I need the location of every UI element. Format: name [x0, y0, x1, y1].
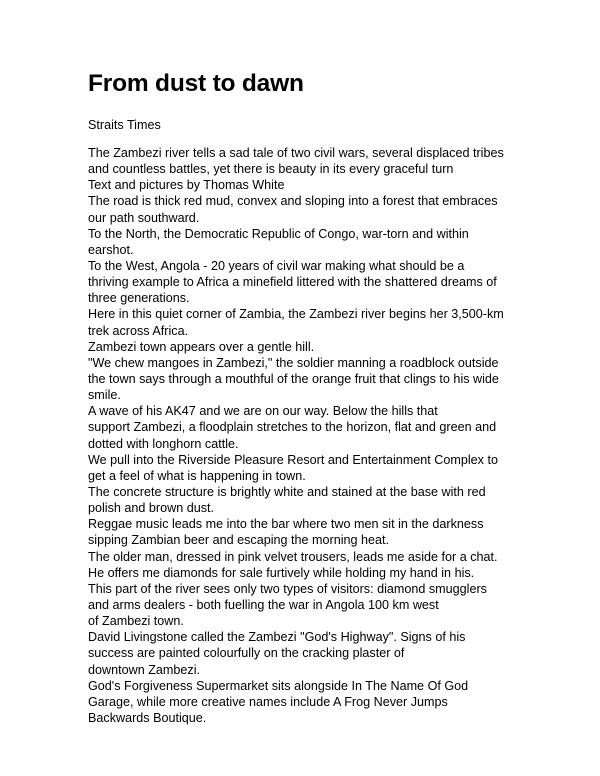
body-text-line: success are painted colourfully on the cracking plaster of [88, 646, 405, 661]
body-text-line: Zambezi town appears over a gentle hill. [88, 339, 315, 354]
body-text-line: smile. [88, 388, 121, 403]
body-text-line: sipping Zambian beer and escaping the morning heat. [88, 533, 390, 548]
body-text-line: the town says through a mouthful of the orange fruit that clings to his wide [88, 371, 499, 386]
body-text-line: A wave of his AK47 and we are on our way. Below the hills that [88, 404, 438, 419]
body-text-line: and arms dealers - both fuelling the war in Angola 100 km west [88, 597, 439, 612]
article-source: Straits Times [88, 118, 161, 132]
body-text-line: Backwards Boutique. [88, 710, 207, 725]
article-title: From dust to dawn [88, 70, 304, 97]
body-text-line: The concrete structure is brightly white and stained at the base with red [88, 484, 486, 499]
body-text-line: We pull into the Riverside Pleasure Resort and Entertainment Complex to [88, 452, 498, 467]
body-text-line: and countless battles, yet there is beauty in its every graceful turn [88, 162, 454, 177]
body-text-line: This part of the river sees only two types of visitors: diamond smugglers [88, 581, 487, 596]
body-text-line: He offers me diamonds for sale furtively while holding my hand in his. [88, 565, 475, 580]
body-text-line: trek across Africa. [88, 323, 189, 338]
body-text-line: God's Forgiveness Supermarket sits alongside In The Name Of God [88, 678, 469, 693]
body-text-line: To the North, the Democratic Republic of Congo, war-torn and within [88, 226, 469, 241]
article-body [88, 145, 518, 726]
body-text-line: get a feel of what is happening in town. [88, 468, 306, 483]
body-text-line: three generations. [88, 291, 190, 306]
body-text-line: "We chew mangoes in Zambezi," the soldier manning a roadblock outside [88, 355, 499, 370]
body-text-line: our path southward. [88, 210, 200, 225]
body-text-line: Reggae music leads me into the bar where two men sit in the darkness [88, 517, 484, 532]
body-text-line: dotted with longhorn cattle. [88, 436, 239, 451]
body-text-line: Here in this quiet corner of Zambia, the Zambezi river begins her 3,500-km [88, 307, 504, 322]
body-text-line: polish and brown dust. [88, 501, 215, 516]
body-text-line: support Zambezi, a floodplain stretches to the horizon, flat and green and [88, 420, 497, 435]
body-text-line: Garage, while more creative names include A Frog Never Jumps [88, 694, 448, 709]
body-text-line: David Livingstone called the Zambezi "God's Highway". Signs of his [88, 630, 466, 645]
body-text-line: downtown Zambezi. [88, 662, 200, 677]
body-text-line: Text and pictures by Thomas White [88, 178, 285, 193]
body-text-line: To the West, Angola - 20 years of civil war making what should be a [88, 258, 465, 273]
body-text-line: of Zambezi town. [88, 614, 184, 629]
body-text-line: thriving example to Africa a minefield littered with the shattered dreams of [88, 275, 497, 290]
body-text-line: The Zambezi river tells a sad tale of two civil wars, several displaced tribes [88, 146, 504, 160]
body-text-line: The older man, dressed in pink velvet trousers, leads me aside for a chat. [88, 549, 498, 564]
body-text-line: earshot. [88, 242, 134, 257]
body-text-line: The road is thick red mud, convex and sloping into a forest that embraces [88, 194, 498, 209]
